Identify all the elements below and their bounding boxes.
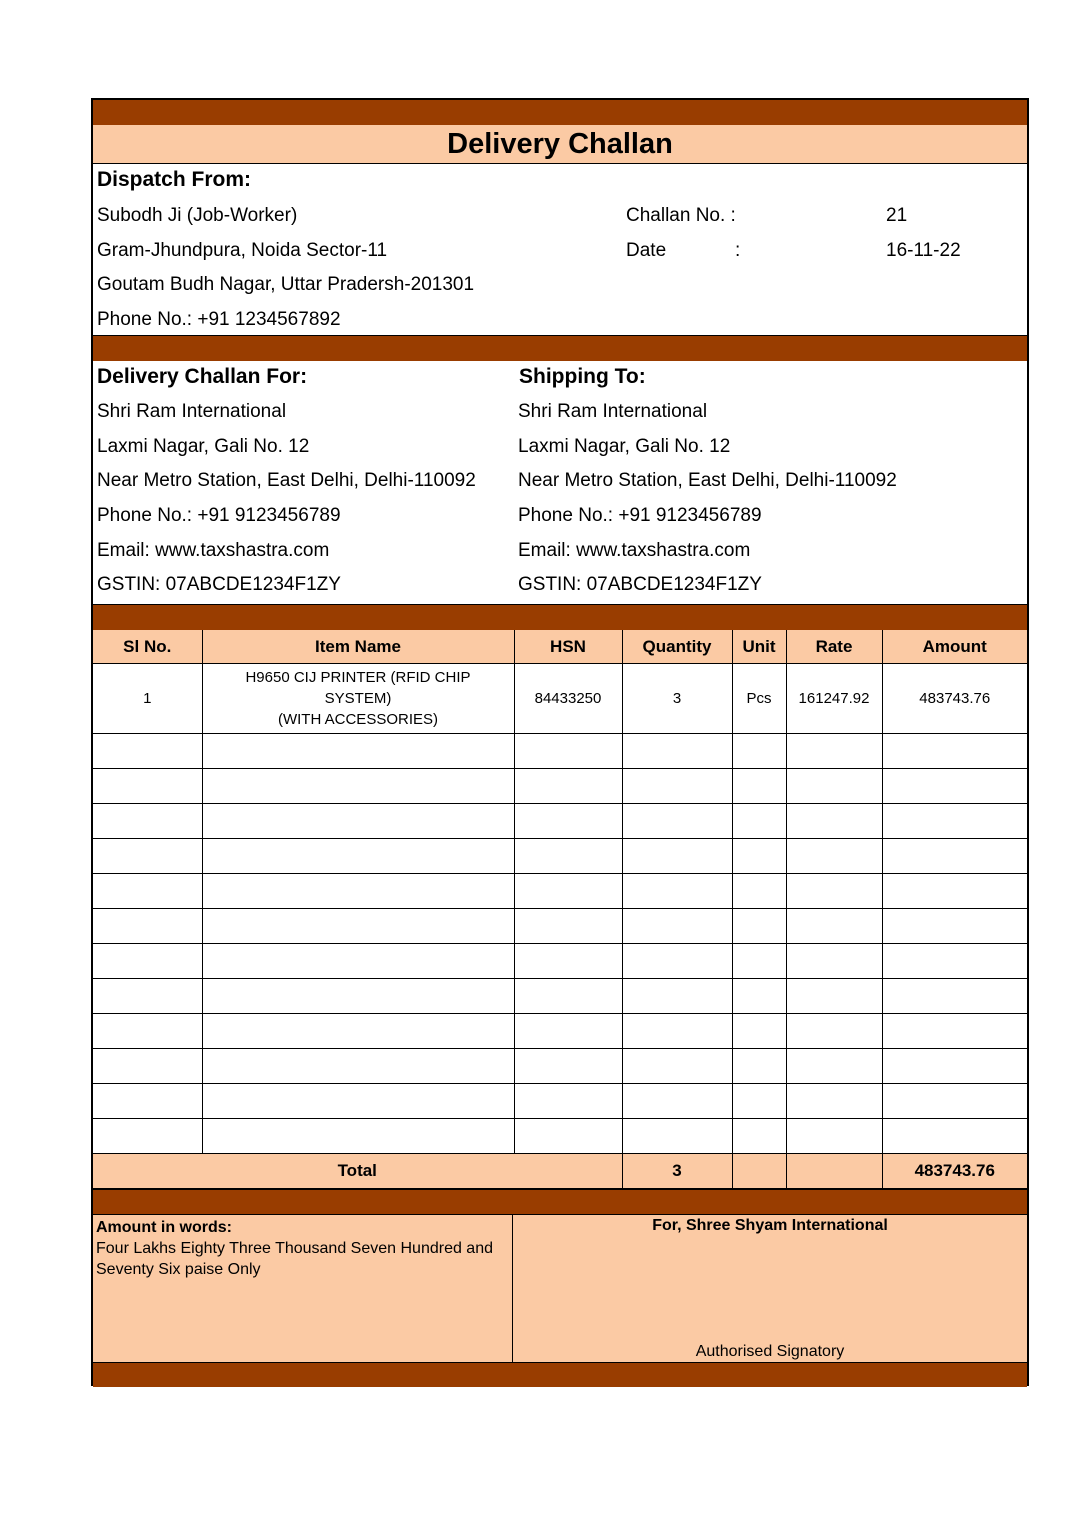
empty-cell	[882, 804, 1027, 839]
shipping-line: Email: www.taxshastra.com	[518, 540, 751, 561]
empty-cell	[732, 839, 786, 874]
cell-rate: 161247.92	[786, 664, 882, 734]
empty-cell	[93, 909, 202, 944]
empty-cell	[93, 1049, 202, 1084]
cell-quantity: 3	[622, 664, 732, 734]
table-header-row	[93, 630, 1027, 664]
empty-table-row	[93, 979, 1027, 1014]
dispatch-line: Gram-Jhundpura, Noida Sector-11	[97, 240, 388, 261]
authorised-signatory: Authorised Signatory	[695, 1343, 845, 1360]
empty-cell	[202, 909, 514, 944]
cell-amount: 483743.76	[882, 664, 1027, 734]
top-bar	[93, 100, 1027, 125]
total-quantity: 3	[622, 1154, 732, 1189]
total-label: Total	[93, 1154, 622, 1189]
empty-cell	[786, 804, 882, 839]
empty-cell	[93, 1014, 202, 1049]
empty-table-row	[93, 1084, 1027, 1119]
empty-cell	[93, 839, 202, 874]
cell-item-name	[202, 664, 514, 734]
empty-cell	[93, 1084, 202, 1119]
empty-cell	[732, 769, 786, 804]
table-row	[93, 664, 1027, 734]
empty-cell	[93, 944, 202, 979]
section-bar	[93, 336, 1027, 361]
empty-cell	[786, 734, 882, 769]
section-bar	[93, 605, 1027, 630]
amount-in-words-text: Four Lakhs Eighty Three Thousand Seven Hundred and Seventy Six paise Only	[96, 1240, 493, 1278]
challan-no-label: Challan No. :	[626, 205, 736, 226]
empty-cell	[202, 1049, 514, 1084]
shipping-line: Shri Ram International	[518, 401, 708, 422]
empty-table-row	[93, 1049, 1027, 1084]
cell-unit: Pcs	[732, 664, 786, 734]
empty-cell	[514, 1014, 622, 1049]
empty-cell	[786, 839, 882, 874]
empty-cell	[202, 1119, 514, 1154]
empty-cell	[514, 804, 622, 839]
header-rate: Rate	[786, 630, 882, 664]
empty-cell	[732, 1014, 786, 1049]
date-label: Date	[626, 240, 667, 261]
billing-line: GSTIN: 07ABCDE1234F1ZY	[97, 574, 341, 595]
empty-cell	[622, 839, 732, 874]
shipping-line: GSTIN: 07ABCDE1234F1ZY	[518, 574, 762, 595]
empty-cell	[622, 944, 732, 979]
dispatch-heading: Dispatch From:	[97, 168, 252, 191]
empty-cell	[202, 1084, 514, 1119]
empty-table-row	[93, 874, 1027, 909]
empty-cell	[514, 1049, 622, 1084]
empty-cell	[202, 1014, 514, 1049]
empty-cell	[622, 734, 732, 769]
empty-table-row	[93, 1014, 1027, 1049]
empty-cell	[882, 1084, 1027, 1119]
empty-cell	[622, 1084, 732, 1119]
empty-table-row	[93, 839, 1027, 874]
empty-table-row	[93, 734, 1027, 769]
empty-cell	[786, 979, 882, 1014]
header-unit: Unit	[732, 630, 786, 664]
empty-cell	[622, 1119, 732, 1154]
empty-cell	[622, 909, 732, 944]
empty-cell	[882, 769, 1027, 804]
empty-cell	[202, 979, 514, 1014]
empty-cell	[622, 769, 732, 804]
empty-cell	[732, 979, 786, 1014]
dispatch-line: Phone No.: +91 1234567892	[97, 309, 341, 330]
empty-cell	[93, 1119, 202, 1154]
footer-section	[93, 1214, 1027, 1362]
empty-cell	[732, 1084, 786, 1119]
empty-cell	[882, 1049, 1027, 1084]
empty-table-row	[93, 944, 1027, 979]
items-table	[93, 630, 1027, 1189]
header-hsn: HSN	[514, 630, 622, 664]
empty-cell	[786, 944, 882, 979]
empty-table-row	[93, 804, 1027, 839]
shipping-line: Phone No.: +91 9123456789	[518, 505, 762, 526]
empty-cell	[732, 874, 786, 909]
empty-cell	[786, 874, 882, 909]
empty-cell	[93, 734, 202, 769]
empty-cell	[786, 1049, 882, 1084]
amount-in-words-label: Amount in words:	[96, 1219, 232, 1236]
empty-cell	[882, 839, 1027, 874]
empty-cell	[622, 874, 732, 909]
empty-cell	[93, 874, 202, 909]
dispatch-section	[93, 164, 1027, 335]
billing-line: Shri Ram International	[97, 401, 287, 422]
empty-cell	[732, 909, 786, 944]
empty-cell	[514, 734, 622, 769]
billing-heading: Delivery Challan For:	[97, 365, 308, 388]
billing-line: Phone No.: +91 9123456789	[97, 505, 341, 526]
empty-cell	[93, 804, 202, 839]
empty-cell	[622, 1049, 732, 1084]
dispatch-line: Subodh Ji (Job-Worker)	[97, 205, 298, 226]
date-value: 16-11-22	[886, 240, 961, 261]
empty-cell	[882, 909, 1027, 944]
empty-cell	[786, 1119, 882, 1154]
empty-cell	[202, 839, 514, 874]
empty-cell	[202, 804, 514, 839]
cell-sl-no: 1	[93, 664, 202, 734]
delivery-challan-document	[91, 98, 1029, 1386]
challan-no-value: 21	[886, 205, 908, 226]
empty-cell	[514, 874, 622, 909]
empty-cell	[514, 1084, 622, 1119]
empty-cell	[622, 804, 732, 839]
signature-box	[513, 1215, 1027, 1362]
empty-cell	[622, 1014, 732, 1049]
document-title: Delivery Challan	[93, 125, 1027, 164]
total-rate-blank	[786, 1154, 882, 1189]
empty-cell	[202, 769, 514, 804]
empty-cell	[514, 1119, 622, 1154]
empty-cell	[732, 1119, 786, 1154]
empty-cell	[93, 979, 202, 1014]
empty-cell	[882, 1014, 1027, 1049]
empty-cell	[786, 1014, 882, 1049]
item-name-line: SYSTEM)	[324, 690, 392, 707]
total-row	[93, 1154, 1027, 1189]
date-colon: :	[735, 240, 741, 261]
empty-cell	[786, 909, 882, 944]
header-item-name: Item Name	[202, 630, 514, 664]
shipping-heading: Shipping To:	[519, 365, 646, 388]
shipping-line: Laxmi Nagar, Gali No. 12	[518, 436, 731, 457]
empty-cell	[882, 979, 1027, 1014]
total-amount: 483743.76	[882, 1154, 1027, 1189]
item-name-line: (WITH ACCESSORIES)	[277, 711, 438, 728]
header-sl-no: Sl No.	[93, 630, 202, 664]
empty-cell	[732, 1049, 786, 1084]
empty-cell	[882, 734, 1027, 769]
shipping-line: Near Metro Station, East Delhi, Delhi-110092	[518, 470, 897, 491]
total-unit-blank	[732, 1154, 786, 1189]
amount-in-words-box	[93, 1215, 513, 1362]
empty-cell	[514, 944, 622, 979]
empty-cell	[882, 874, 1027, 909]
empty-cell	[882, 1119, 1027, 1154]
empty-rows	[93, 734, 1027, 1154]
header-amount: Amount	[882, 630, 1027, 664]
empty-cell	[622, 979, 732, 1014]
empty-cell	[514, 839, 622, 874]
dispatch-line: Goutam Budh Nagar, Uttar Pradersh-201301	[97, 274, 475, 295]
empty-cell	[882, 944, 1027, 979]
header-quantity: Quantity	[622, 630, 732, 664]
empty-cell	[732, 804, 786, 839]
company-name: For, Shree Shyam International	[652, 1217, 888, 1234]
empty-cell	[732, 944, 786, 979]
billing-line: Laxmi Nagar, Gali No. 12	[97, 436, 310, 457]
empty-cell	[732, 734, 786, 769]
billing-line: Email: www.taxshastra.com	[97, 540, 330, 561]
empty-cell	[514, 979, 622, 1014]
billing-line: Near Metro Station, East Delhi, Delhi-110092	[97, 470, 476, 491]
cell-hsn: 84433250	[514, 664, 622, 734]
empty-cell	[202, 874, 514, 909]
empty-cell	[786, 769, 882, 804]
bottom-bar	[93, 1362, 1027, 1387]
empty-cell	[514, 769, 622, 804]
item-name-line: H9650 CIJ PRINTER (RFID CHIP	[245, 669, 471, 686]
empty-cell	[786, 1084, 882, 1119]
empty-cell	[93, 769, 202, 804]
empty-table-row	[93, 909, 1027, 944]
empty-cell	[202, 944, 514, 979]
empty-cell	[514, 909, 622, 944]
empty-table-row	[93, 1119, 1027, 1154]
address-section	[93, 361, 1027, 604]
empty-table-row	[93, 769, 1027, 804]
empty-cell	[202, 734, 514, 769]
section-bar	[93, 1189, 1027, 1214]
